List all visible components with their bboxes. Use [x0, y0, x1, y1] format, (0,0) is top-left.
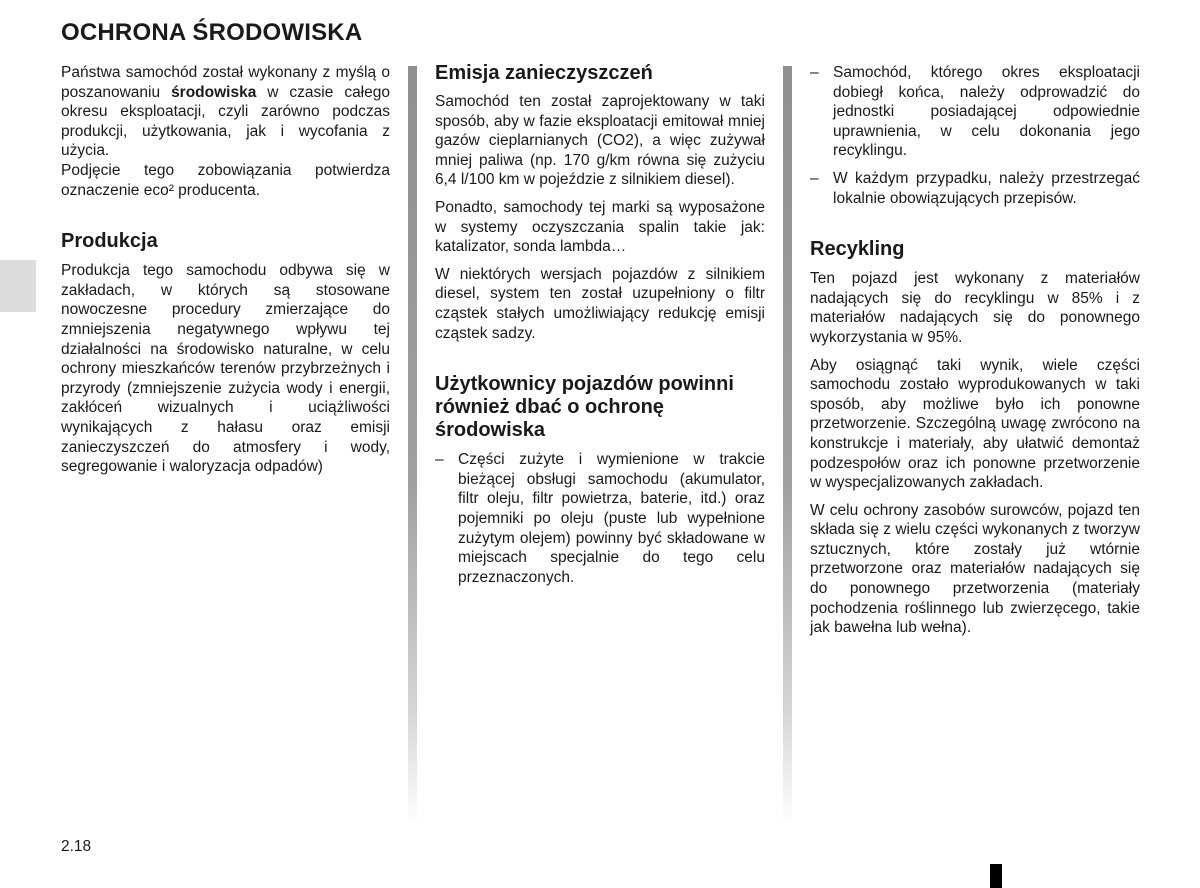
intro-bold-word: środowiska — [171, 83, 257, 101]
column-left — [61, 63, 390, 477]
heading-uzytkownicy: Użytkownicy pojazdów powinni również dbać o ochronę środowiska — [435, 373, 734, 442]
page-title: OCHRONA ŚRODOWISKA — [61, 19, 363, 46]
list-item-text: Części zużyte i wymienione w trakcie bieżącej obsługi samochodu (akumulator, filtr oleju, filtr powietrza, baterie, itd.) oraz pojemniki po oleju (puste lub wypełnione zużytym olejem) powinny być składowane w miejscach specjalnie do tego celu przeznaczonych. — [458, 451, 765, 586]
column-middle — [435, 62, 765, 587]
column-divider-bar — [783, 66, 792, 826]
print-mark — [990, 864, 1002, 888]
page-number: 2.18 — [61, 838, 92, 855]
intro-paragraph-2: Podjęcie tego zobowiązania potwierdza oznaczenie eco² producenta. — [61, 161, 390, 199]
column-right — [810, 63, 1140, 638]
list-item-text: Samochód, którego okres eksploatacji dobiegł końca, należy odprowadzić do jednostki posiadającej odpowiednie uprawnienia, w celu dokonania jego recyklingu. — [833, 64, 1140, 160]
list-item — [810, 169, 1140, 208]
heading-emisja: Emisja zanieczyszczeń — [435, 62, 653, 84]
intro-text-start: Państwa samochód został wykonany z myślą o poszanowaniu — [61, 64, 390, 101]
heading-recykling: Recykling — [810, 238, 905, 261]
list-item-text: W każdym przypadku, należy przestrzegać lokalnie obowiązujących przepisów. — [833, 169, 1140, 207]
recykling-paragraph-2: Aby osiągnąć taki wynik, wiele części samochodu zostało wyprodukowanych w taki sposób, aby możliwe było ich ponowne przetworzenie. Szczególną uwagę zwrócono na konstrukcje i materiały, aby ułatwić demontaż podzespołów oraz ich ponowne przetworzenie w wyspecjalizowanych zakładach. — [810, 356, 1140, 492]
dash-bullet: – — [810, 169, 819, 187]
recykling-paragraph-1: Ten pojazd jest wykonany z materiałów nadających się do recyklingu w 85% i z materiałów nadających się do ponownego wykorzystania w 95%. — [810, 270, 1140, 346]
list-item — [435, 450, 765, 587]
list-item — [810, 63, 1140, 161]
emisja-paragraph-3: W niektórych wersjach pojazdów z silnikiem diesel, system ten został uzupełniony o filtr cząstek stałych umożliwiający redukcję emisji cząstek sadzy. — [435, 265, 765, 342]
heading-produkcja: Produkcja — [61, 230, 158, 253]
intro-text-end: w czasie całego okresu eksploatacji, czyli zarówno podczas produkcji, użytkowania, jak i wycofania z użycia. — [61, 83, 390, 160]
dash-bullet: – — [435, 451, 444, 469]
chapter-tab-marker — [0, 260, 36, 312]
emisja-paragraph-1: Samochód ten został zaprojektowany w taki sposób, aby w fazie eksploatacji emitował mniej gazów cieplarnianych (CO2), a więc zużywał mniej paliwa (np. 170 g/km równa się zużyciu 6,4 l/100 km w pojeździe z silnikiem diesel). — [435, 93, 765, 189]
column-divider-bar — [408, 66, 417, 826]
produkcja-paragraph: Produkcja tego samochodu odbywa się w zakładach, w których są stosowane nowoczesne procedury zmierzające do zmniejszenia negatywnego wpływu tej działalności na środowisko naturalne, w celu ochrony mieszkańców terenów przybrzeżnych i przyrody (zmniejszenie zużycia wody i energii, zakłóceń wizualnych i uciążliwości wynikających z hałasu oraz emisji zanieczyszczeń do atmosfery i wody, segregowanie i waloryzacja odpadów) — [61, 262, 390, 476]
intro-paragraph — [61, 63, 390, 161]
recykling-paragraph-3: W celu ochrony zasobów surowców, pojazd ten składa się z wielu części wykonanych z tworzyw sztucznych, które zostały już wtórnie przetworzone oraz materiałów nadających się do ponownego przetworzenia (materiały pochodzenia roślinnego lub zwierzęcego, takie jak bawełna lub wełna). — [810, 501, 1140, 637]
emisja-paragraph-2: Ponadto, samochody tej marki są wyposażone w systemy oczyszczania spalin takie jak: katalizator, sonda lambda… — [435, 198, 765, 256]
dash-bullet: – — [810, 64, 819, 81]
